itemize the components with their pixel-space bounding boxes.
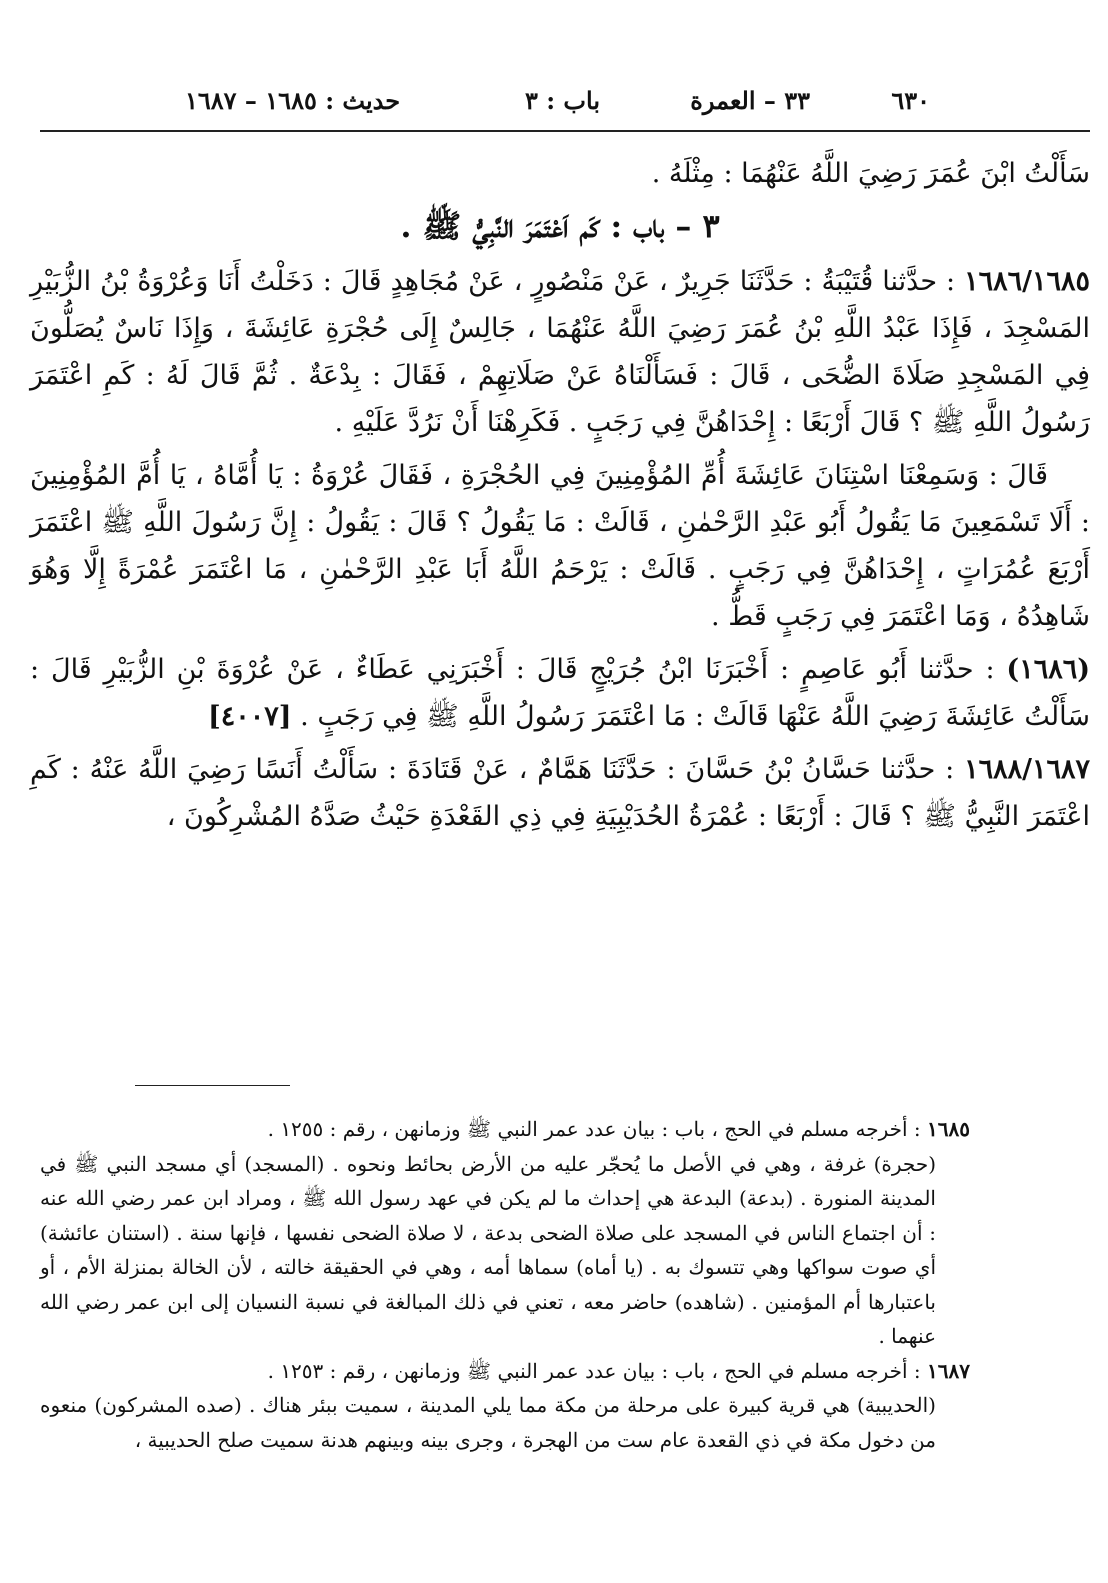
footnote-number: ١٦٨٥ <box>927 1117 970 1141</box>
footnote-number: ١٦٨٧ <box>927 1358 970 1383</box>
footnotes <box>40 1112 970 1457</box>
page-header <box>185 80 930 124</box>
hadith-number: ١٦٨٨/١٦٨٧ <box>964 754 1091 785</box>
footnote-1685 <box>40 1112 970 1147</box>
header-rule <box>40 130 1090 132</box>
hadith-body: : حدَّثنا حَسَّانُ بْنُ حَسَّانَ : حَدَّثَنَا هَمَّامٌ ، عَنْ قَتَادَةَ : سَأَلْتُ أَنَسًا رَضِيَ اللَّهُ عَنْهُ : كَمِ اعْتَمَرَ النَّبِيُّ ﷺ ؟ قَالَ : أَرْبَعًا : عُمْرَةُ الحُدَيْبِيَةِ فِي ذِي القَعْدَةِ حَيْثُ صَدَّهُ المُشْرِكُونَ ، <box>30 754 1090 832</box>
hadith-1686 <box>30 646 1090 740</box>
hadith-range: حديث : ١٦٨٥ – ١٦٨٧ <box>185 86 401 115</box>
footnote-1685-notes: (حجرة) غرفة ، وهي في الأصل ما يُحجّر عليه من الأرض بحائط ونحوه . (المسجد) أي مسجد النبي ﷺ في المدينة المنورة . (بدعة) البدعة هي إحداث ما لم يكن في عهد رسول الله ﷺ ، ومراد ابن عمر رضي الله عنه : أن اجتماع الناس في المسجد على صلاة الضحى بدعة ، لا صلاة الضحى نفسها ، فإنها سنة . (استنان عائشة) أي صوت سواكها وهي تتسوك به . (يا أماه) سماها أمه ، وهي في الحقيقة خالته ، لأن الخالة بمنزلة الأم ، أو باعتبارها أم المؤمنين . (شاهده) حاضر معه ، تعني في ذلك المبالغة في نسبة النسيان إلى ابن عمر رضي الله عنهما . <box>40 1151 936 1348</box>
chapter-number: باب : ٣ <box>524 86 600 115</box>
hadith-1685 <box>30 258 1090 446</box>
chapter-title: ٣ – باب : كَم اَعْتَمَرَ النَّبِيُّ ﷺ . <box>400 207 720 245</box>
hadith-body: : حدَّثنا أَبُو عَاصِمٍ : أَخْبَرَنَا ابْنُ جُرَيْجٍ قَالَ : أَخْبَرَنِي عَطَاءٌ ، عَنْ عُرْوَةَ بْنِ الزُّبَيْرِ قَالَ : سَأَلْتُ عَائِشَةَ رَضِيَ اللَّهُ عَنْهَا قَالَتْ : مَا اعْتَمَرَ رَسُولُ اللَّهِ ﷺ فِي رَجَبٍ . <box>30 654 1090 732</box>
hadith-number: (١٦٨٦) <box>1006 654 1090 685</box>
footnote-source: : أخرجه مسلم في الحج ، باب : بيان عدد عمر النبي ﷺ وزمانهن ، رقم : ١٢٥٥ . <box>267 1117 921 1141</box>
hadith-number: ١٦٨٦/١٦٨٥ <box>964 266 1090 297</box>
continuation-line: سَأَلْتُ ابْنَ عُمَرَ رَضِيَ اللَّهُ عَنْهُمَا : مِثْلَهُ . <box>651 158 1090 189</box>
footnote-source: : أخرجه مسلم في الحج ، باب : بيان عدد عمر النبي ﷺ وزمانهن ، رقم : ١٢٥٣ . <box>267 1358 921 1383</box>
footnote-1687 <box>40 1354 970 1389</box>
footnote-1687-notes: (الحديبية) هي قرية كبيرة على مرحلة من مكة مما يلي المدينة ، سميت ببئر هناك . (صده المشركون) منعوه من دخول مكة في ذي القعدة عام ست من الهجرة ، وجرى بينه وبينهم هدنة سميت صلح الحديبية ، <box>40 1393 936 1452</box>
hadith-body: : حدَّثنا قُتَيْبَةُ : حَدَّثَنَا جَرِيرٌ ، عَنْ مَنْصُورٍ ، عَنْ مُجَاهِدٍ قَالَ : دَخَلْتُ أَنَا وَعُرْوَةُ بْنُ الزُّبَيْرِ المَسْجِدَ ، فَإِذَا عَبْدُ اللَّهِ بْنُ عُمَرَ رَضِيَ اللَّهُ عَنْهُمَا ، جَالِسٌ إِلَى حُجْرَةِ عَائِشَةَ ، وَإِذَا نَاسٌ يُصَلُّونَ فِي المَسْجِدِ صَلَاةَ الضُّحَى ، قَالَ : فَسَأَلْنَاهُ عَنْ صَلَاتِهِمْ ، فَقَالَ : بِدْعَةٌ . ثُمَّ قَالَ لَهُ : كَمِ اعْتَمَرَ رَسُولُ اللَّهِ ﷺ ؟ قَالَ أَرْبَعًا : إِحْدَاهُنَّ فِي رَجَبٍ . فَكَرِهْنَا أَنْ نَرُدَّ عَلَيْهِ . <box>30 266 1090 438</box>
hadith-1685-continued: قَالَ : وَسَمِعْنَا اسْتِنَانَ عَائِشَةَ أُمِّ المُؤْمِنِينَ فِي الحُجْرَةِ ، فَقَالَ عُرْوَةُ : يَا أُمَّاهُ ، يَا أُمَّ المُؤْمِنِينَ : أَلَا تَسْمَعِينَ مَا يَقُولُ أَبُو عَبْدِ الرَّحْمٰنِ ، قَالَتْ : مَا يَقُولُ ؟ قَالَ : يَقُولُ : إِنَّ رَسُولَ اللَّهِ ﷺ اعْتَمَرَ أَرْبَعَ عُمُرَاتٍ ، إِحْدَاهُنَّ فِي رَجَبٍ . قَالَتْ : يَرْحَمُ اللَّهُ أَبَا عَبْدِ الرَّحْمٰنِ ، مَا اعْتَمَرَ عُمْرَةً إِلَّا وَهُوَ شَاهِدُهُ ، وَمَا اعْتَمَرَ فِي رَجَبٍ قَطُّ . <box>30 460 1090 632</box>
cross-reference: [٤٠٠٧] <box>207 701 292 732</box>
main-text <box>30 150 1090 846</box>
page-number: ٦٣٠ <box>891 86 930 115</box>
book-title: ٣٣ – العمرة <box>690 86 810 115</box>
hadith-1687 <box>30 746 1090 840</box>
footnote-rule <box>135 1085 290 1086</box>
